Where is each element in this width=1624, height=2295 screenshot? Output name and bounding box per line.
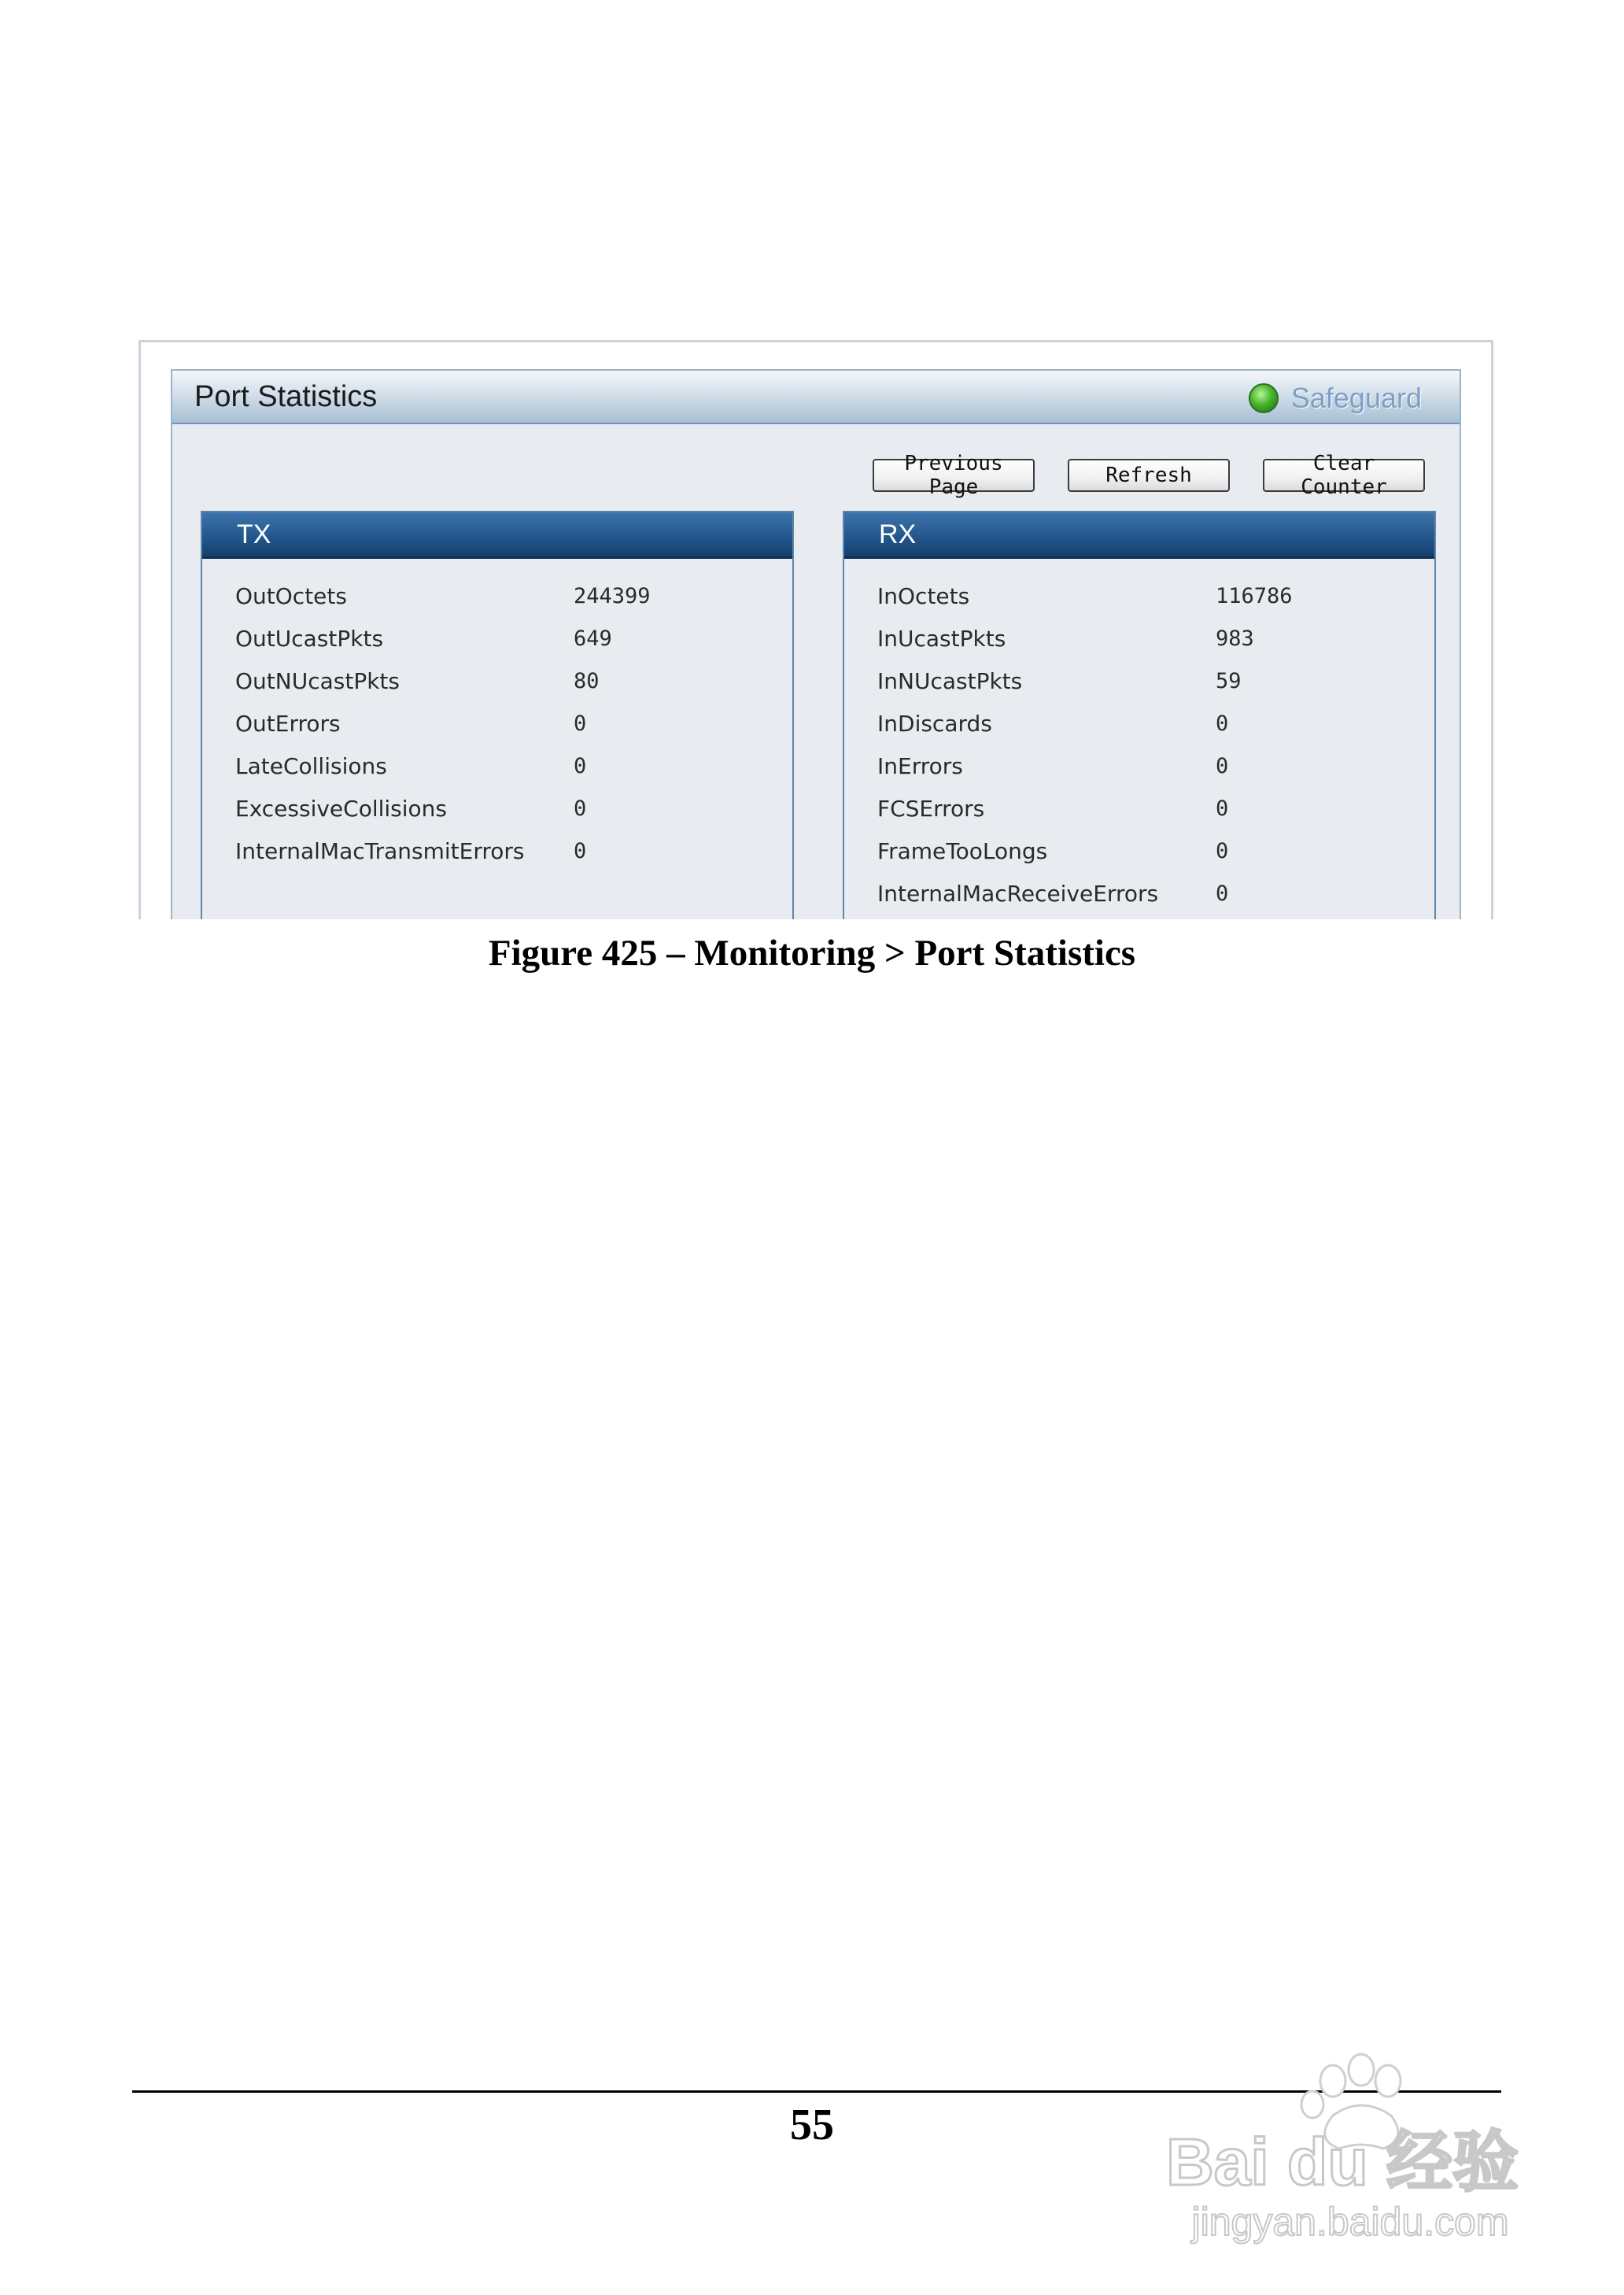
stat-label: InternalMacTransmitErrors [235, 837, 525, 864]
rx-stat-row [844, 617, 1434, 660]
stat-value: 983 [1216, 626, 1254, 651]
stat-label: OutOctets [235, 582, 347, 609]
watermark-url: jingyan.baidu.com [1191, 2200, 1509, 2244]
tx-stat-row [202, 745, 792, 787]
page-title: Port Statistics [194, 380, 378, 413]
previous-page-button[interactable]: Previous Page [873, 459, 1035, 492]
stat-label: InOctets [877, 582, 970, 609]
stat-value: 0 [1216, 881, 1229, 906]
stat-label: InDiscards [877, 710, 992, 737]
port-statistics-panel [171, 369, 1461, 919]
stat-value: 0 [574, 796, 587, 821]
safeguard-indicator-icon [1249, 383, 1279, 413]
stat-value: 59 [1216, 668, 1242, 693]
tx-stat-row [202, 575, 792, 617]
rx-stat-row [844, 702, 1434, 745]
rx-stat-row [844, 872, 1434, 915]
stat-label: ExcessiveCollisions [235, 795, 447, 822]
tx-stat-row [202, 660, 792, 702]
stat-label: InErrors [877, 752, 963, 779]
figure-caption: Figure 425 – Monitoring > Port Statistics [488, 933, 1136, 974]
stat-label: LateCollisions [235, 752, 387, 779]
tx-header: TX [202, 512, 792, 559]
toolbar [873, 452, 1425, 499]
tx-statistics-box [201, 511, 794, 919]
tx-stat-row [202, 617, 792, 660]
rx-statistics-box [843, 511, 1436, 919]
stat-label: OutErrors [235, 710, 341, 737]
stat-value: 0 [1216, 711, 1229, 736]
rx-stat-row [844, 575, 1434, 617]
stat-label: InNUcastPkts [877, 667, 1023, 694]
rx-header: RX [844, 512, 1434, 559]
stat-value: 116786 [1216, 583, 1293, 608]
watermark-brand: Bai du 经验 [1165, 2125, 1519, 2199]
refresh-button[interactable]: Refresh [1068, 459, 1230, 492]
stat-value: 0 [574, 753, 587, 778]
tx-stat-row [202, 787, 792, 830]
baidu-watermark-logo [1155, 2053, 1545, 2249]
stat-value: 80 [574, 668, 600, 693]
stat-value: 0 [574, 711, 587, 736]
stat-value: 0 [1216, 796, 1229, 821]
stat-label: FCSErrors [877, 795, 985, 822]
port-statistics-screenshot [138, 340, 1493, 919]
stat-label: FrameTooLongs [877, 837, 1048, 864]
rx-stat-row [844, 660, 1434, 702]
page-number: 55 [790, 2101, 834, 2149]
stat-label: OutUcastPkts [235, 625, 384, 652]
panel-header [172, 371, 1460, 424]
clear-counter-button[interactable]: Clear Counter [1263, 459, 1425, 492]
stat-label: InternalMacReceiveErrors [877, 880, 1159, 907]
stat-label: OutNUcastPkts [235, 667, 400, 694]
stat-value: 0 [1216, 838, 1229, 863]
rx-stat-row [844, 787, 1434, 830]
stat-value: 244399 [574, 583, 651, 608]
stat-value: 0 [574, 838, 587, 863]
rx-stats-list [844, 559, 1434, 915]
stat-value: 0 [1216, 753, 1229, 778]
rx-stat-row [844, 745, 1434, 787]
stat-value: 649 [574, 626, 612, 651]
safeguard-status [1249, 382, 1422, 415]
tx-stats-list [202, 559, 792, 872]
tx-stat-row [202, 830, 792, 872]
rx-stat-row [844, 830, 1434, 872]
safeguard-label: Safeguard [1290, 382, 1422, 414]
tx-stat-row [202, 702, 792, 745]
stat-label: InUcastPkts [877, 625, 1006, 652]
